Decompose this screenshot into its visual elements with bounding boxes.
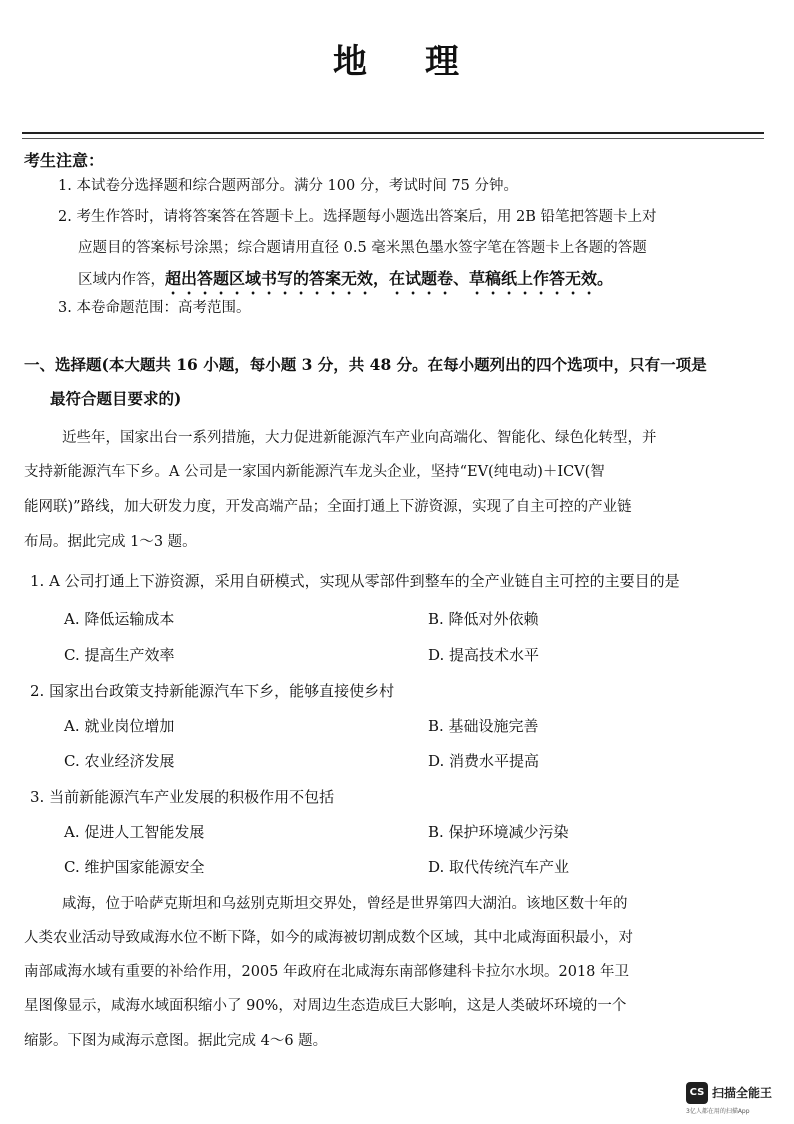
scanner-tagline: 3亿人都在用的扫描App (686, 1108, 750, 1115)
title-char-2: 理 (425, 42, 461, 82)
passage-1-line-3: 能网联)”路线，加大研发力度，开发高端产品；全面打通上下游资源，实现了自主可控的产业链 (24, 499, 632, 515)
notice-item-3: 3. 本卷命题范围：高考范围。 (58, 300, 251, 316)
notice-item-2-line-3-plain: 区域内作答， (78, 272, 165, 288)
passage-1-line-2: 支持新能源汽车下乡。A 公司是一家国内新能源汽车龙头企业，坚持“EV(纯电动)＋ICV(智 (24, 464, 605, 480)
question-2-stem: 2. 国家出台政策支持新能源汽车下乡，能够直接使乡村 (30, 682, 395, 700)
question-3-stem: 3. 当前新能源汽车产业发展的积极作用不包括 (30, 788, 335, 806)
passage-2-line-3: 南部咸海水域有重要的补给作用，2005 年政府在北咸海东南部修建科卡拉尔水坝。2018 年卫 (24, 964, 630, 980)
header-rule (22, 132, 764, 134)
notice-emphasis: 超出答题区域书写的答案无效，在试题卷、草稿纸上作答无效。 (165, 269, 614, 288)
question-1-stem: 1. A 公司打通上下游资源，采用自研模式，实现从零部件到整车的全产业链自主可控的主要目的是 (30, 572, 680, 590)
notice-heading: 考生注意： (24, 151, 105, 170)
section-1-heading-line-1: 一、选择题(本大题共 16 小题，每小题 3 分，共 48 分。在每小题列出的四个选项中，只有一项是 (24, 355, 707, 374)
question-1-option-d: D. 提高技术水平 (428, 646, 540, 664)
scanner-logo-icon: CS (686, 1082, 708, 1104)
header-rule-thin (22, 138, 764, 139)
notice-item-2-line-1: 2. 考生作答时，请将答案答在答题卡上。选择题每小题选出答案后，用 2B 铅笔把答题卡上对 (58, 209, 657, 225)
scanner-watermark (686, 1082, 786, 1116)
question-2-option-a: A. 就业岗位增加 (64, 717, 175, 735)
question-3-option-b: B. 保护环境减少污染 (428, 823, 569, 841)
page-title (0, 34, 794, 83)
passage-2-line-5: 缩影。下图为咸海示意图。据此完成 4～6 题。 (24, 1033, 328, 1049)
question-2-option-b: B. 基础设施完善 (428, 717, 539, 735)
question-3-option-d: D. 取代传统汽车产业 (428, 858, 570, 876)
passage-1-line-4: 布局。据此完成 1～3 题。 (24, 534, 197, 550)
notice-item-1: 1. 本试卷分选择题和综合题两部分。满分 100 分，考试时间 75 分钟。 (58, 178, 519, 194)
section-1-heading-line-2: 最符合题目要求的) (50, 389, 182, 408)
notice-item-2-line-2: 应题目的答案标号涂黑；综合题请用直径 0.5 毫米黑色墨水签字笔在答题卡上各题的答题 (78, 240, 647, 256)
passage-2-line-2: 人类农业活动导致咸海水位不断下降，如今的咸海被切割成数个区域，其中北咸海面积最小，对 (24, 930, 633, 946)
title-char-1: 地 (333, 42, 369, 82)
question-1-option-b: B. 降低对外依赖 (428, 610, 539, 628)
question-3-option-c: C. 维护国家能源安全 (64, 858, 205, 876)
question-2-option-c: C. 农业经济发展 (64, 752, 175, 770)
question-1-option-a: A. 降低运输成本 (64, 610, 175, 628)
question-2-option-d: D. 消费水平提高 (428, 752, 540, 770)
passage-2-line-1: 咸海，位于哈萨克斯坦和乌兹别克斯坦交界处，曾经是世界第四大湖泊。该地区数十年的 (62, 896, 628, 912)
question-1-option-c: C. 提高生产效率 (64, 646, 175, 664)
scanner-app-name: 扫描全能王 (712, 1086, 773, 1100)
passage-2-line-4: 星图像显示，咸海水域面积缩小了 90%，对周边生态造成巨大影响，这是人类破坏环境的一个 (24, 998, 627, 1014)
passage-1-line-1: 近些年，国家出台一系列措施，大力促进新能源汽车产业向高端化、智能化、绿色化转型，并 (62, 430, 657, 446)
notice-item-2-line-3 (78, 269, 613, 298)
question-3-option-a: A. 促进人工智能发展 (64, 823, 205, 841)
